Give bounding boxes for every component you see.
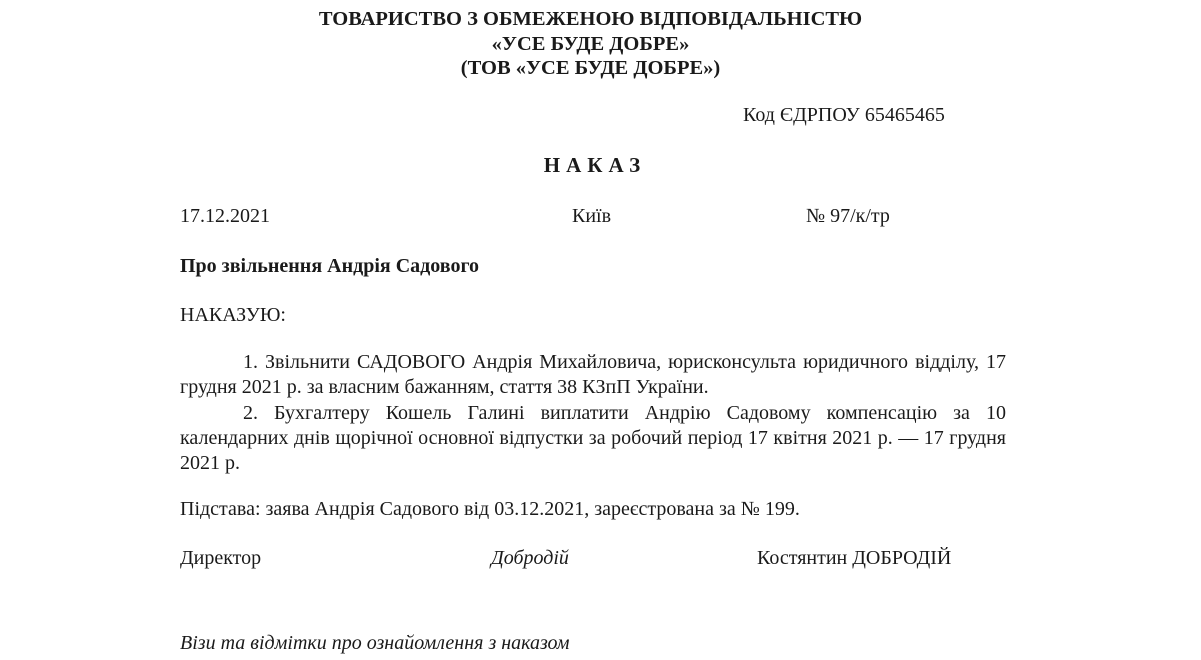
order-number: № 97/к/тр — [806, 205, 890, 227]
company-name-line: ТОВАРИСТВО З ОБМЕЖЕНОЮ ВІДПОВІДАЛЬНІСТЮ — [318, 8, 863, 30]
order-date: 17.12.2021 — [180, 205, 270, 227]
company-header — [0, 7, 1181, 81]
order-subject: Про звільнення Андрія Садового — [180, 255, 480, 277]
signature: Добродій — [491, 547, 569, 569]
company-short-name-line: (ТОВ «УСЕ БУДЕ ДОБРЕ») — [460, 57, 721, 79]
order-directive-label: НАКАЗУЮ: — [180, 304, 286, 326]
order-city: Київ — [572, 205, 612, 227]
order-item-1: 1. Звільнити САДОВОГО Андрія Михайловича, юрисконсульта юридичного відділу, 17 грудня 2021 р. за власним бажанням, стаття 38 КЗпП України. — [180, 351, 1006, 398]
order-basis: Підстава: заява Андрія Садового від 03.12.2021, зареєстрована за № 199. — [180, 498, 800, 520]
order-item-2: 2. Бухгалтеру Кошель Галині виплатити Андрію Садовому компенсацію за 10 календарних днів щорічної основної відпустки за робочий період 17 квітня 2021 р. — 17 грудня 2021 р. — [180, 402, 1006, 474]
signatory-position: Директор — [180, 547, 262, 569]
visas-section-label: Візи та відмітки про ознайомлення з наказом — [180, 632, 570, 654]
company-brand-line: «УСЕ БУДЕ ДОБРЕ» — [491, 32, 690, 55]
signatory-name: Костянтин ДОБРОДІЙ — [757, 547, 952, 569]
document-title: НАКАЗ — [543, 153, 647, 177]
edrpou-code: Код ЄДРПОУ 65465465 — [743, 104, 945, 126]
